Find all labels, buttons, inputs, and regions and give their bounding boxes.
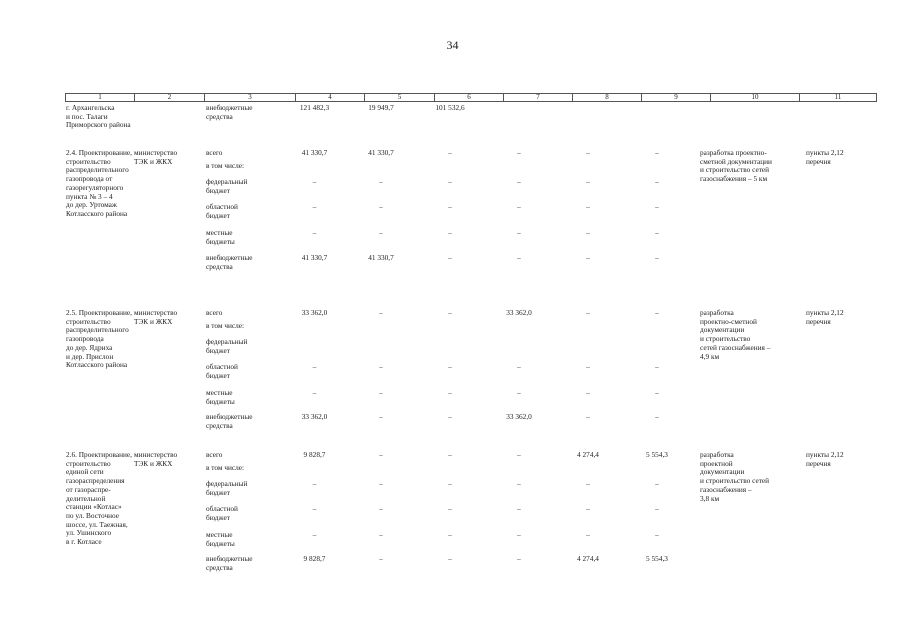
object-name-line: распределительного xyxy=(66,325,129,335)
value-col-5: – xyxy=(379,362,383,371)
funding-source-label-line: бюджет xyxy=(206,345,230,355)
value-col-6: – xyxy=(448,308,452,317)
value-col-5: – xyxy=(379,504,383,513)
funding-source-label-line: в том числе: xyxy=(206,321,245,330)
funding-source-label-line: всего xyxy=(206,308,223,317)
value-col-7: – xyxy=(517,450,521,459)
funding-source-label-line: областной xyxy=(206,504,238,513)
header-col-7: 7 xyxy=(503,94,572,101)
expected-result-line: разработка xyxy=(700,450,734,459)
value-col-7: – xyxy=(517,479,521,488)
reference-line: пункты 2,12 xyxy=(806,308,844,317)
value-col-8: – xyxy=(586,479,590,488)
object-name-line: Приморского района xyxy=(66,120,131,130)
object-name-line: Котласского района xyxy=(66,208,128,218)
value-col-4: 121 482,3 xyxy=(299,103,330,112)
value-col-9: – xyxy=(655,388,659,397)
funding-source-label-line: местные xyxy=(206,228,233,237)
funding-source-label-line: бюджет xyxy=(206,370,230,380)
expected-result-line: проектной xyxy=(700,458,733,468)
value-col-9: – xyxy=(655,530,659,539)
funding-source-label xyxy=(206,338,247,355)
funding-source-label xyxy=(206,363,238,380)
value-col-7: – xyxy=(517,362,521,371)
value-col-7: – xyxy=(517,504,521,513)
value-col-5: – xyxy=(379,554,383,563)
expected-result-line: документации xyxy=(700,467,745,477)
object-name-line: от газораспре- xyxy=(66,484,111,494)
header-col-4: 4 xyxy=(295,94,364,101)
funding-source-label-line: федеральный xyxy=(206,479,248,488)
value-col-8: – xyxy=(586,362,590,371)
expected-result-line: газоснабжения – xyxy=(700,484,752,494)
value-col-6: – xyxy=(448,388,452,397)
object-name-line: газорегуляторного xyxy=(66,182,124,192)
object-name xyxy=(66,149,132,219)
value-col-8: – xyxy=(586,253,590,262)
value-col-9: 5 554,3 xyxy=(646,554,668,563)
funding-source-label-line: областной xyxy=(206,362,238,371)
funding-source-label-line: внебюджетные xyxy=(206,103,253,112)
reference-line: перечня xyxy=(806,316,831,326)
value-col-4: 41 330,7 xyxy=(301,253,328,262)
value-col-9: – xyxy=(655,479,659,488)
value-col-7: – xyxy=(517,177,521,186)
value-col-7: – xyxy=(517,530,521,539)
object-name-line: в г. Котласе xyxy=(66,537,102,547)
object-name xyxy=(66,309,132,370)
value-col-8: – xyxy=(586,308,590,317)
funding-source-label-line: федеральный xyxy=(206,337,248,346)
value-col-9: – xyxy=(655,253,659,262)
reference-line: пункты 2,12 xyxy=(806,148,844,157)
funding-source-label-line: местные xyxy=(206,388,233,397)
value-col-6: – xyxy=(448,177,452,186)
object-name-line: единой сети xyxy=(66,467,104,477)
funding-source-label xyxy=(206,322,244,331)
value-col-7: – xyxy=(517,388,521,397)
value-col-8: 4 274,4 xyxy=(577,554,599,563)
value-col-4: – xyxy=(312,504,317,513)
value-col-7: 33 362,0 xyxy=(506,412,532,421)
expected-result xyxy=(700,309,770,361)
value-col-5: – xyxy=(379,177,383,186)
funding-source-label-line: бюджеты xyxy=(206,236,235,246)
value-col-4: – xyxy=(312,388,317,397)
value-col-4: – xyxy=(312,228,317,237)
value-col-6: – xyxy=(448,554,452,563)
executor-line: министерство xyxy=(134,450,178,459)
funding-source-label xyxy=(206,149,222,158)
object-name-line: газопровода xyxy=(66,334,104,344)
value-col-9: – xyxy=(655,412,659,421)
funding-source-label-line: местные xyxy=(206,530,233,539)
expected-result-line: разработка проектно- xyxy=(700,148,767,157)
object-name-line: до дер. Ядриха xyxy=(66,342,113,352)
funding-source-label-line: федеральный xyxy=(206,177,248,186)
object-name-line: станции «Котлас» xyxy=(66,502,122,512)
object-name-line: до дер. Уртомаж xyxy=(66,200,117,210)
header-col-10: 10 xyxy=(710,94,799,101)
value-col-5: – xyxy=(379,202,383,211)
value-col-6: – xyxy=(448,530,452,539)
value-col-8: – xyxy=(586,412,590,421)
funding-source-label xyxy=(206,555,253,572)
funding-source-label-line: в том числе: xyxy=(206,161,245,170)
expected-result-line: и строительство сетей xyxy=(700,165,770,175)
expected-result-line: 3,8 км xyxy=(700,493,720,503)
reference xyxy=(806,451,844,468)
funding-source-label xyxy=(206,505,238,522)
object-name-line: строительство xyxy=(66,458,111,468)
value-col-4: 41 330,7 xyxy=(301,148,328,157)
value-col-4: – xyxy=(312,362,317,371)
funding-source-label-line: бюджеты xyxy=(206,396,235,406)
value-col-4: – xyxy=(312,177,317,186)
expected-result-line: сетей газоснабжения – xyxy=(700,342,771,352)
object-name xyxy=(66,104,131,130)
funding-source-label xyxy=(206,309,222,318)
object-name-line: строительство xyxy=(66,316,111,326)
expected-result-line: газоснабжения – 5 км xyxy=(700,174,768,184)
object-name-line: и дер. Прислон xyxy=(66,351,114,361)
funding-source-label xyxy=(206,203,238,220)
value-col-7: – xyxy=(517,148,521,157)
object-name-line: газораспределения xyxy=(66,476,125,486)
expected-result xyxy=(700,451,769,503)
value-col-8: – xyxy=(586,148,590,157)
column-number-header xyxy=(65,93,877,102)
value-col-5: – xyxy=(379,450,383,459)
expected-result-line: сметной документации xyxy=(700,156,772,166)
value-col-5: – xyxy=(379,412,383,421)
funding-source-label xyxy=(206,254,253,271)
object-name-line: делительной xyxy=(66,493,106,503)
header-col-3: 3 xyxy=(204,94,295,101)
value-col-5: – xyxy=(379,308,383,317)
value-col-7: – xyxy=(517,554,521,563)
value-col-4: – xyxy=(312,202,317,211)
value-col-8: – xyxy=(586,177,590,186)
executor-line: ТЭК и ЖКХ xyxy=(134,316,173,326)
funding-source-label xyxy=(206,229,235,246)
executor-line: министерство xyxy=(134,308,178,317)
funding-source-label-line: средства xyxy=(206,562,233,572)
value-col-5: – xyxy=(379,530,383,539)
executor xyxy=(134,149,177,166)
value-col-4: – xyxy=(312,479,317,488)
executor-line: ТЭК и ЖКХ xyxy=(134,458,173,468)
expected-result-line: 4,9 км xyxy=(700,351,720,361)
value-col-4: 9 828,7 xyxy=(303,450,326,459)
header-col-1: 1 xyxy=(98,93,102,101)
value-col-8: – xyxy=(586,530,590,539)
header-col-2: 2 xyxy=(134,94,204,101)
funding-source-label xyxy=(206,162,244,171)
object-name-line: строительство xyxy=(66,156,111,166)
funding-source-label-line: средства xyxy=(206,111,233,121)
reference-line: перечня xyxy=(806,458,831,468)
object-name-line: пункта № 3 – 4 xyxy=(66,191,113,201)
funding-source-label xyxy=(206,104,253,121)
header-col-11: 11 xyxy=(799,94,876,101)
funding-source-label xyxy=(206,389,235,406)
value-col-9: – xyxy=(655,177,659,186)
executor xyxy=(134,309,177,326)
executor-line: министерство xyxy=(134,148,178,157)
reference-line: перечня xyxy=(806,156,831,166)
funding-source-label-line: средства xyxy=(206,261,233,271)
value-col-6: – xyxy=(448,450,452,459)
funding-source-label xyxy=(206,178,247,195)
value-col-6: – xyxy=(448,253,452,262)
value-col-6: – xyxy=(448,412,452,421)
value-col-4: 33 362,0 xyxy=(301,308,328,317)
value-col-7: 33 362,0 xyxy=(506,308,532,317)
reference xyxy=(806,309,844,326)
value-col-5: – xyxy=(379,388,383,397)
funding-source-label-line: внебюджетные xyxy=(206,412,253,421)
funding-source-label-line: в том числе: xyxy=(206,463,245,472)
funding-source-label-line: бюджет xyxy=(206,185,230,195)
value-col-5: – xyxy=(379,479,383,488)
value-col-6: – xyxy=(448,479,452,488)
object-name-line: г. Архангельска xyxy=(66,103,115,112)
funding-source-label xyxy=(206,413,253,430)
object-name-line: Котласского района xyxy=(66,360,128,370)
value-col-6: – xyxy=(448,504,452,513)
funding-source-label xyxy=(206,480,247,497)
object-name xyxy=(66,451,132,547)
funding-source-label xyxy=(206,531,235,548)
value-col-6: – xyxy=(448,228,452,237)
value-col-6: – xyxy=(448,362,452,371)
object-name-line: по ул. Восточное xyxy=(66,510,120,520)
value-col-6: 101 532,6 xyxy=(435,103,465,112)
value-col-9: – xyxy=(655,504,659,513)
value-col-4: – xyxy=(312,530,317,539)
expected-result xyxy=(700,149,772,184)
value-col-7: – xyxy=(517,228,521,237)
value-col-6: – xyxy=(448,202,452,211)
expected-result-line: и строительство xyxy=(700,334,751,344)
value-col-9: – xyxy=(655,228,659,237)
value-col-7: – xyxy=(517,202,521,211)
header-col-5: 5 xyxy=(364,94,434,101)
reference xyxy=(806,149,844,166)
value-col-9: – xyxy=(655,148,659,157)
value-col-8: 4 274,4 xyxy=(577,450,599,459)
object-name-line: 2.5. Проектирование, xyxy=(66,308,132,317)
expected-result-line: разработка xyxy=(700,308,734,317)
object-name-line: и пос. Талаги xyxy=(66,111,108,121)
value-col-9: 5 554,3 xyxy=(646,450,668,459)
value-col-5: 41 330,7 xyxy=(368,253,394,262)
object-name-line: газопровода от xyxy=(66,174,113,184)
funding-source-label-line: всего xyxy=(206,450,223,459)
executor-line: ТЭК и ЖКХ xyxy=(134,156,173,166)
object-name-line: 2.6. Проектирование, xyxy=(66,450,132,459)
funding-source-label-line: бюджет xyxy=(206,210,230,220)
value-col-8: – xyxy=(586,504,590,513)
funding-source-label-line: внебюджетные xyxy=(206,554,253,563)
expected-result-line: проектно-сметной xyxy=(700,316,757,326)
reference-line: пункты 2,12 xyxy=(806,450,844,459)
funding-source-label-line: бюджет xyxy=(206,487,230,497)
header-col-8: 8 xyxy=(572,94,641,101)
value-col-5: 19 949,7 xyxy=(368,103,394,112)
funding-source-label-line: внебюджетные xyxy=(206,253,253,262)
funding-source-label xyxy=(206,464,244,473)
value-col-6: – xyxy=(448,148,452,157)
header-col-6: 6 xyxy=(434,94,503,101)
funding-source-label-line: областной xyxy=(206,202,238,211)
value-col-9: – xyxy=(655,202,659,211)
value-col-7: – xyxy=(517,253,521,262)
value-col-4: 9 828,7 xyxy=(303,554,326,563)
value-col-9: – xyxy=(655,362,659,371)
funding-source-label xyxy=(206,451,222,460)
page-number: 34 xyxy=(446,38,459,52)
header-col-9: 9 xyxy=(641,94,710,101)
expected-result-line: и строительство сетей xyxy=(700,476,770,486)
value-col-8: – xyxy=(586,202,590,211)
funding-source-label-line: бюджеты xyxy=(206,538,235,548)
funding-source-label-line: всего xyxy=(206,148,223,157)
value-col-9: – xyxy=(655,308,659,317)
value-col-4: 33 362,0 xyxy=(301,412,328,421)
funding-source-label-line: бюджет xyxy=(206,512,230,522)
value-col-5: – xyxy=(379,228,383,237)
expected-result-line: документации xyxy=(700,325,745,335)
executor xyxy=(134,451,177,468)
funding-source-label-line: средства xyxy=(206,420,233,430)
value-col-8: – xyxy=(586,228,590,237)
object-name-line: шоссе, ул. Таежная, xyxy=(66,519,128,529)
object-name-line: ул. Ушинского xyxy=(66,528,112,538)
value-col-8: – xyxy=(586,388,590,397)
object-name-line: 2.4. Проектирование, xyxy=(66,148,132,157)
value-col-5: 41 330,7 xyxy=(368,148,394,157)
object-name-line: распределительного xyxy=(66,165,129,175)
